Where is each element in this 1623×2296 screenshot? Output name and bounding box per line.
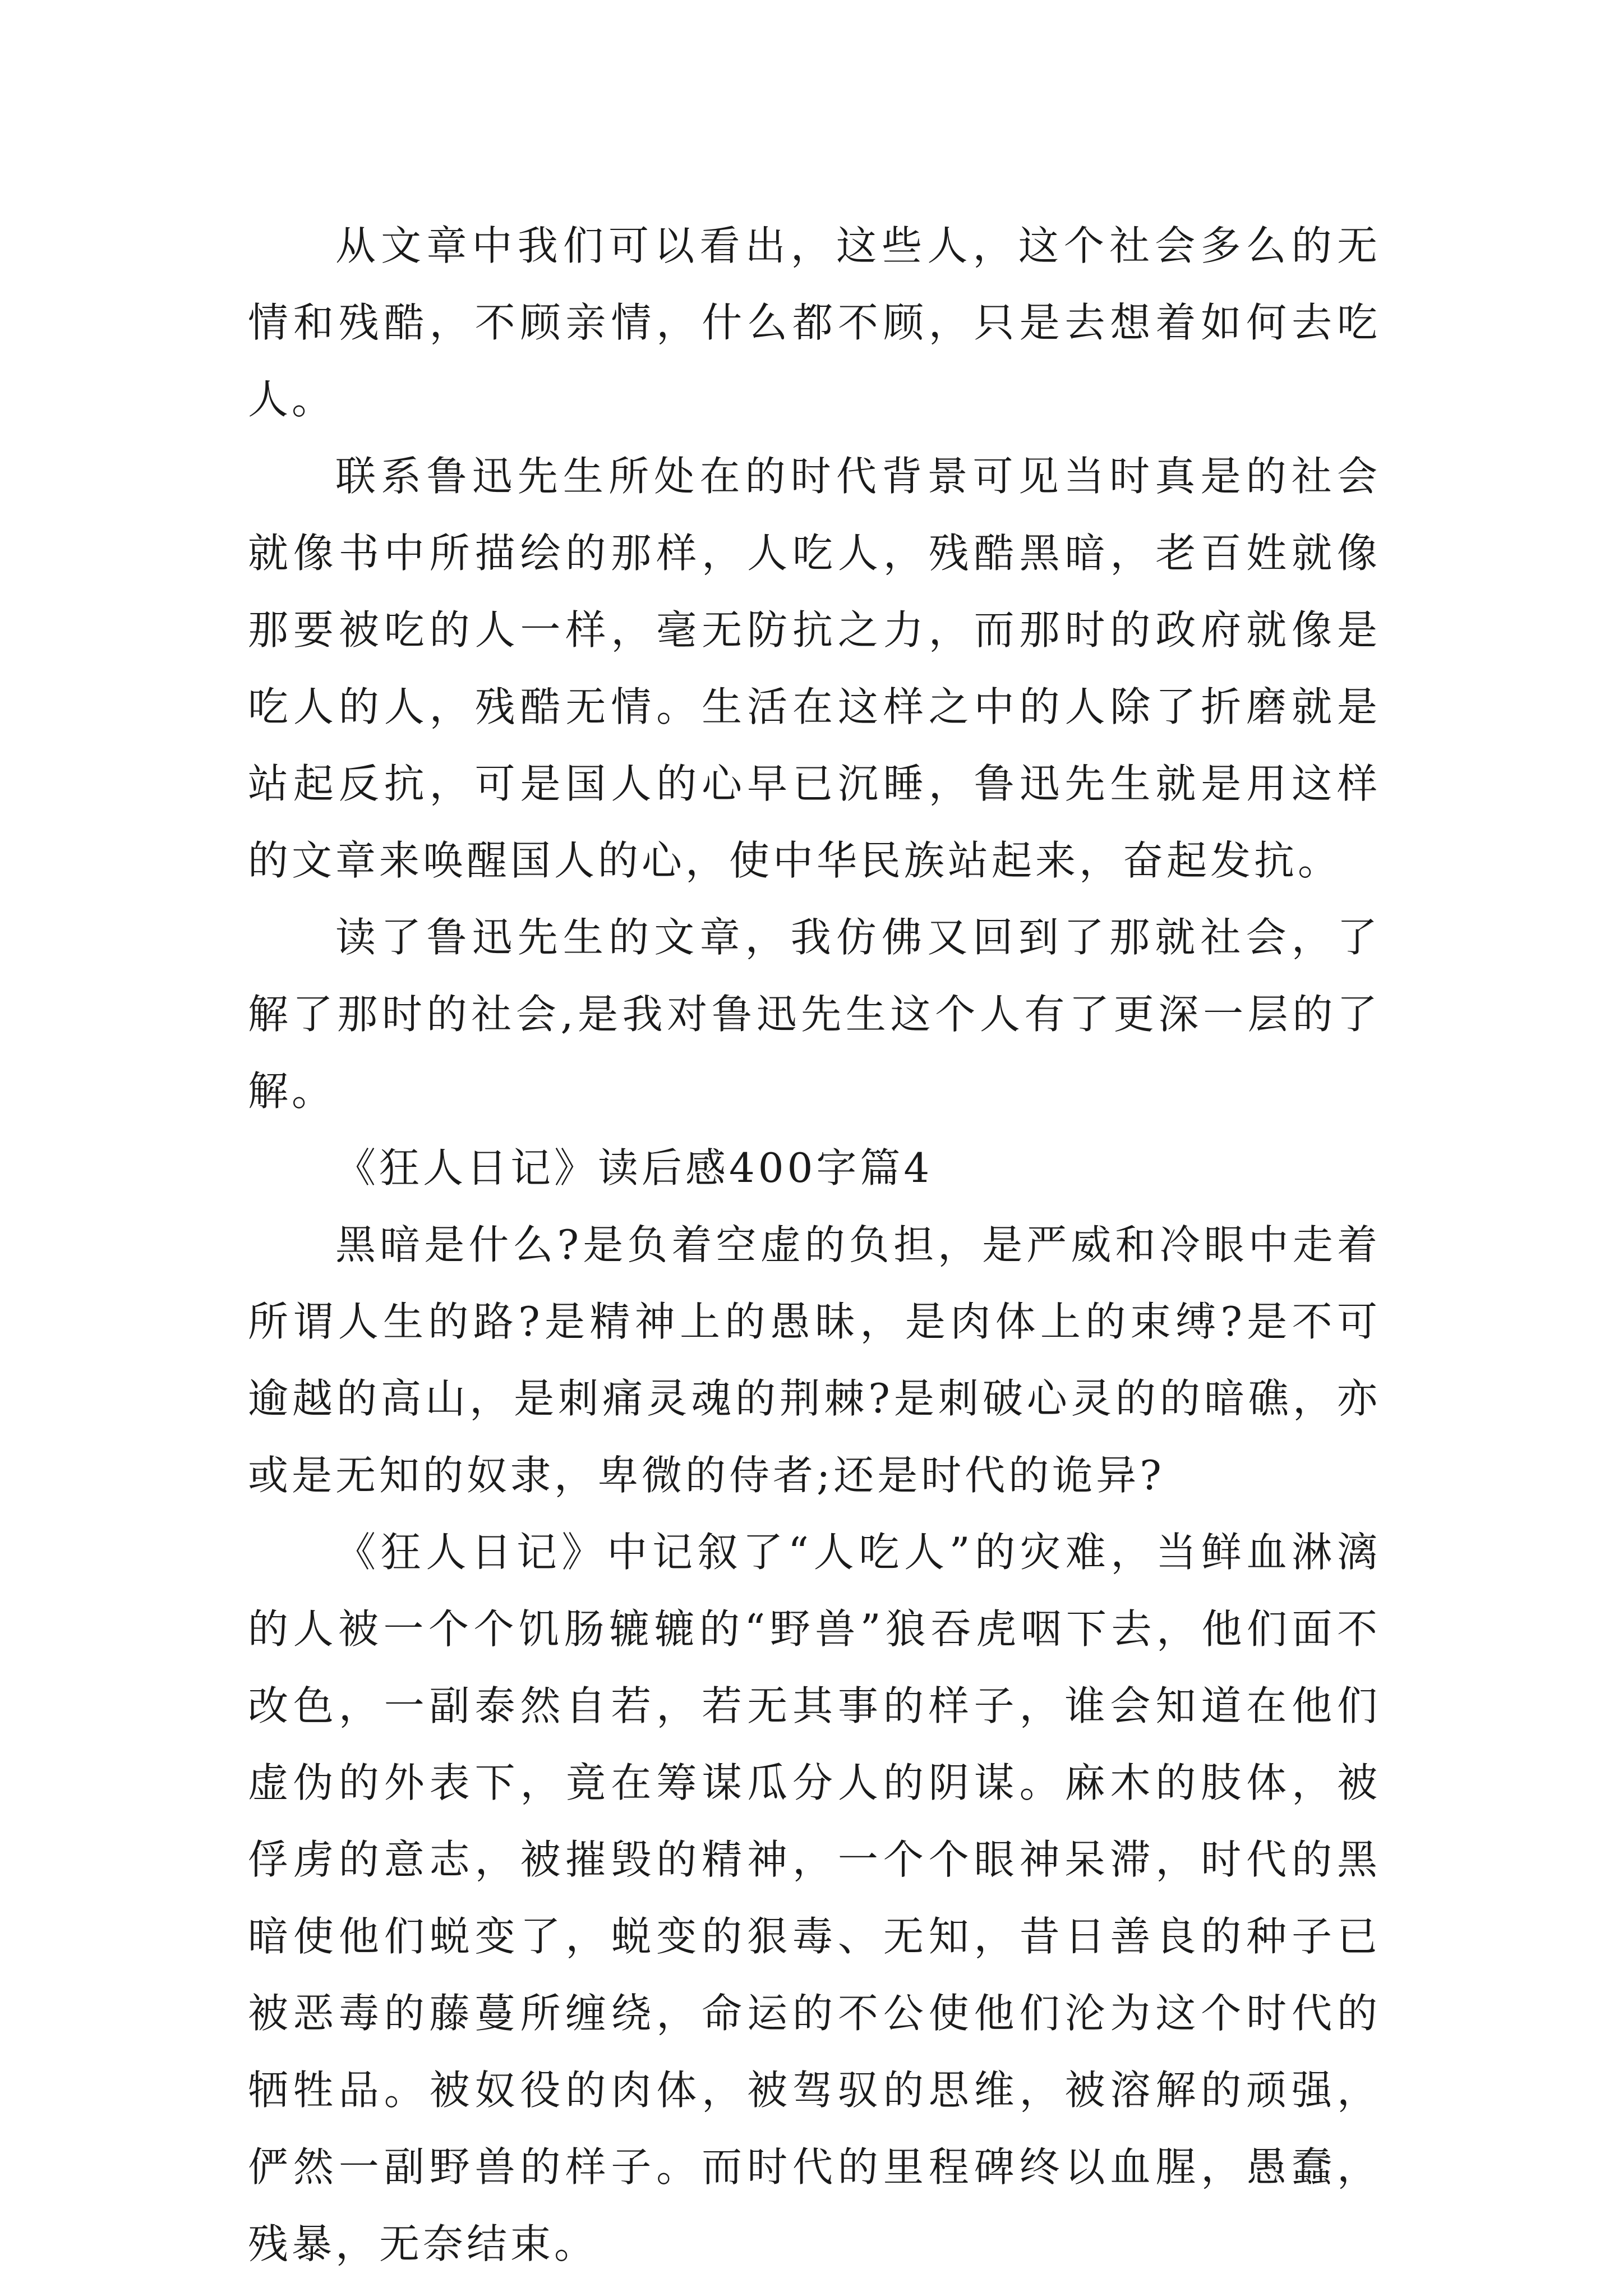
- paragraph-3: 读了鲁迅先生的文章，我仿佛又回到了那就社会，了解了那时的社会,是我对鲁迅先生这个人有了更深一层的了解。: [248, 914, 1381, 1115]
- paragraph-4: 黑暗是什么?是负着空虚的负担，是严威和冷眼中走着所谓人生的路?是精神上的愚昧，是肉体上的束缚?是不可逾越的高山，是刺痛灵魂的荆棘?是刺破心灵的的暗礁，亦或是无知的奴隶，卑微的侍者;还是时代的诡异?: [248, 1221, 1381, 1499]
- paragraph-1: 从文章中我们可以看出，这些人，这个社会多么的无情和残酷，不顾亲情，什么都不顾，只是去想着如何去吃人。: [248, 222, 1381, 423]
- document-body: [248, 208, 1381, 2283]
- paragraph-2: 联系鲁迅先生所处在的时代背景可见当时真是的社会就像书中所描绘的那样，人吃人，残酷黑暗，老百姓就像那要被吃的人一样，毫无防抗之力，而那时的政府就像是吃人的人，残酷无情。生活在这样之中的人除了折磨就是站起反抗，可是国人的心早已沉睡，鲁迅先生就是用这样的文章来唤醒国人的心，使中华民族站起来，奋起发抗。: [248, 453, 1381, 884]
- paragraph-5: 《狂人日记》中记叙了“人吃人”的灾难，当鲜血淋漓的人被一个个饥肠辘辘的“野兽”狼吞虎咽下去，他们面不改色，一副泰然自若，若无其事的样子，谁会知道在他们虚伪的外表下，竟在筹谋瓜分人的阴谋。麻木的肢体，被俘虏的意志，被摧毁的精神，一个个眼神呆滞，时代的黑暗使他们蜕变了，蜕变的狠毒、无知，昔日善良的种子已被恶毒的藤蔓所缠绕，命运的不公使他们沦为这个时代的牺牲品。被奴役的肉体，被驾驭的思维，被溶解的顽强，俨然一副野兽的样子。而时代的里程碑终以血腥，愚蠢，残暴，无奈结束。: [248, 1529, 1381, 2267]
- section-heading: 《狂人日记》读后感400字篇4: [335, 1144, 933, 1191]
